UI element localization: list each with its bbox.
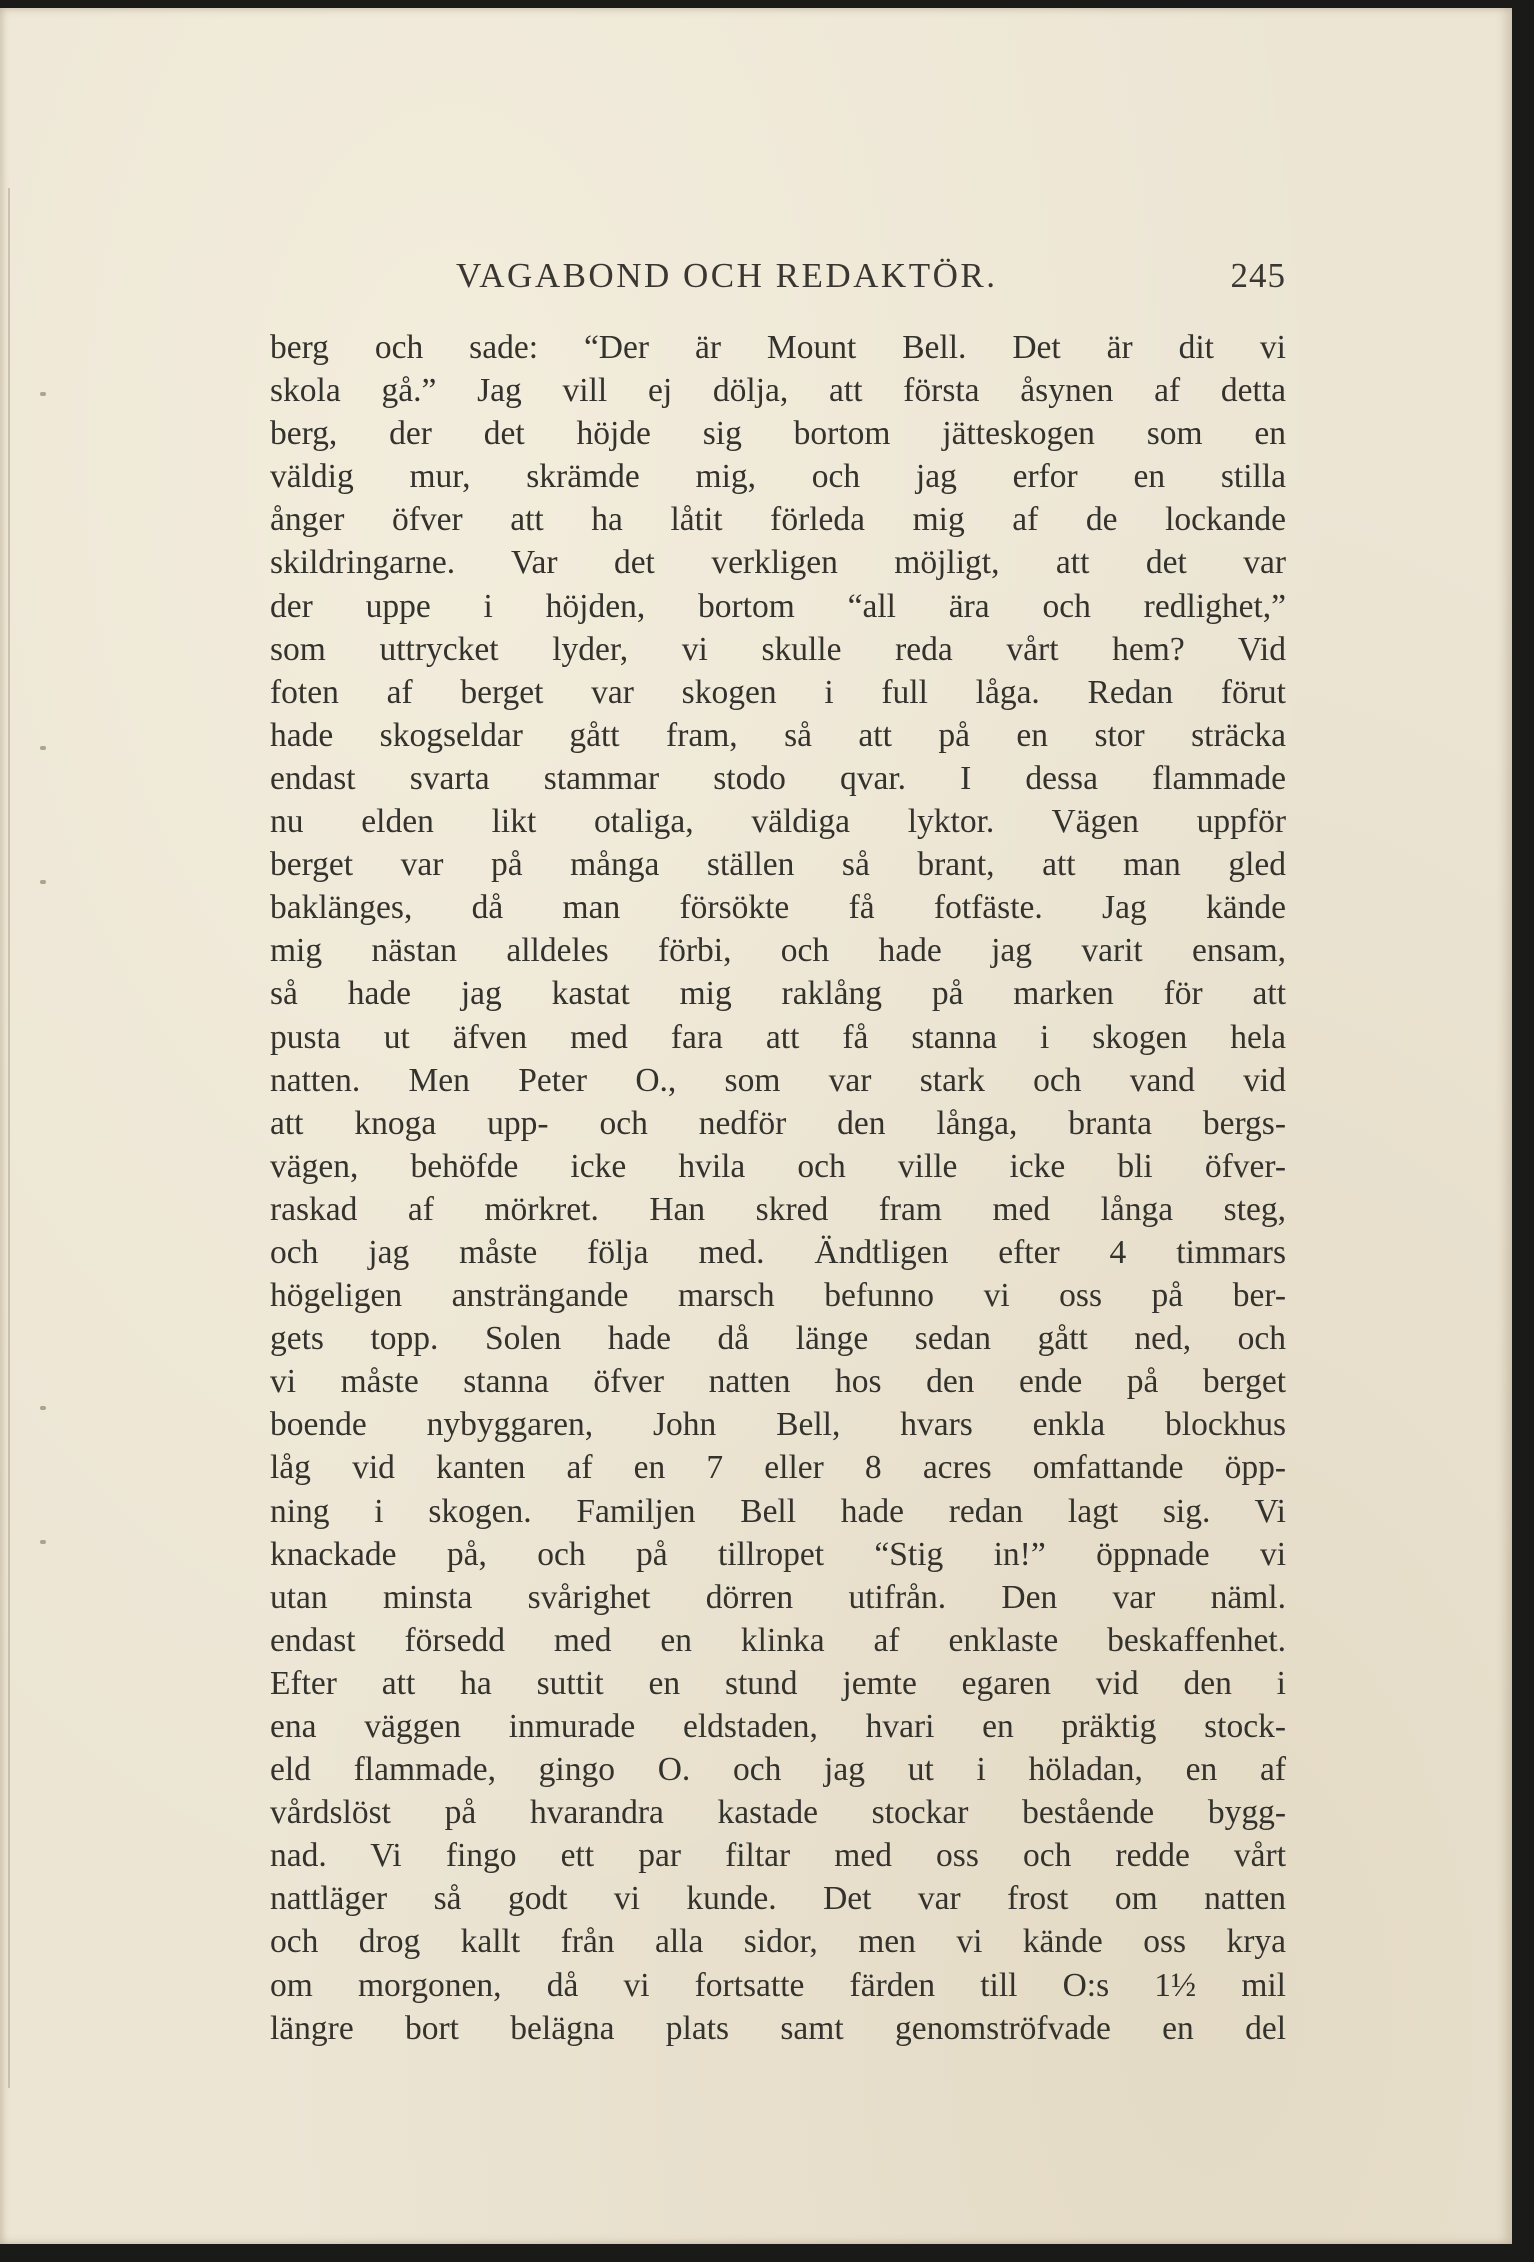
text-line: nu elden likt otaliga, väldiga lyktor. Vägen uppför <box>270 803 1286 841</box>
text-line: foten af berget var skogen i full låga. Redan förut <box>270 673 1286 711</box>
scan-edge <box>1512 0 1534 2262</box>
text-line: skola gå.” Jag vill ej dölja, att första åsynen af detta <box>270 372 1286 410</box>
text-line: hade skogseldar gått fram, så att på en stor sträcka <box>270 716 1286 754</box>
text-line: endast försedd med en klinka af enklaste beskaffenhet. <box>270 1621 1286 1659</box>
text-line: vårdslöst på hvarandra kastade stockar bestående bygg- <box>270 1794 1286 1832</box>
paper-speck <box>40 1406 46 1410</box>
text-line: som uttrycket lyder, vi skulle reda vårt hem? Vid <box>270 630 1286 668</box>
text-line: der uppe i höjden, bortom “all ära och redlighet,” <box>270 587 1286 625</box>
text-line: pusta ut äfven med fara att få stanna i skogen hela <box>270 1018 1286 1056</box>
text-line: och jag måste följa med. Ändtligen efter 4 timmars <box>270 1233 1286 1271</box>
text-line: låg vid kanten af en 7 eller 8 acres omfattande öpp- <box>270 1449 1286 1487</box>
text-line: Efter att ha suttit en stund jemte egaren vid den i <box>270 1664 1286 1702</box>
text-line: att knoga upp- och nedför den långa, branta bergs- <box>270 1104 1286 1142</box>
text-line: eld flammade, gingo O. och jag ut i höladan, en af <box>270 1751 1286 1789</box>
text-line: berg, der det höjde sig bortom jätteskogen som en <box>270 415 1286 453</box>
text-line: utan minsta svårighet dörren utifrån. Den var näml. <box>270 1578 1286 1616</box>
text-line: skildringarne. Var det verkligen möjligt, att det var <box>270 544 1286 582</box>
text-line: om morgonen, då vi fortsatte färden till O:s 1½ mil <box>270 1966 1286 2004</box>
book-page <box>0 8 1512 2244</box>
text-line: och drog kallt från alla sidor, men vi kände oss krya <box>270 1923 1286 1961</box>
text-line: längre bort belägna plats samt genomströfvade en del <box>270 2009 1286 2047</box>
text-line: ena väggen inmurade eldstaden, hvari en präktig stock- <box>270 1708 1286 1745</box>
text-line: knackade på, och på tillropet “Stig in!” öppnade vi <box>270 1535 1286 1573</box>
paper-speck <box>40 392 46 396</box>
text-line: nad. Vi fingo ett par filtar med oss och redde vårt <box>270 1837 1286 1875</box>
paper-speck <box>40 746 46 750</box>
text-line: vägen, behöfde icke hvila och ville icke bli öfver- <box>270 1147 1286 1185</box>
text-line: gets topp. Solen hade då länge sedan gått ned, och <box>270 1320 1286 1358</box>
text-line: väldig mur, skrämde mig, och jag erfor en stilla <box>270 458 1286 496</box>
text-line: baklänges, då man försökte få fotfäste. Jag kände <box>270 889 1286 927</box>
running-title: VAGABOND OCH REDAKTÖR. <box>456 256 998 295</box>
paper-speck <box>40 880 46 884</box>
text-line: natten. Men Peter O., som var stark och vand vid <box>270 1061 1286 1099</box>
text-line: raskad af mörkret. Han skred fram med långa steg, <box>270 1190 1286 1228</box>
page-gutter-shadow <box>8 188 10 2088</box>
text-line: berget var på många ställen så brant, att man gled <box>270 846 1286 884</box>
text-line: ning i skogen. Familjen Bell hade redan lagt sig. Vi <box>270 1492 1286 1530</box>
page-number: 245 <box>1230 256 1286 295</box>
body-text <box>270 326 1286 2050</box>
text-line: nattläger så godt vi kunde. Det var frost om natten <box>270 1880 1286 1918</box>
text-line: berg och sade: “Der är Mount Bell. Det är dit vi <box>270 329 1286 366</box>
page-header <box>270 256 1290 306</box>
text-line: högeligen ansträngande marsch befunno vi oss på ber- <box>270 1277 1286 1315</box>
text-line: vi måste stanna öfver natten hos den ende på berget <box>270 1363 1286 1401</box>
text-line: så hade jag kastat mig raklång på marken för att <box>270 975 1286 1013</box>
text-line: endast svarta stammar stodo qvar. I dessa flammade <box>270 759 1286 797</box>
text-line: boende nybyggaren, John Bell, hvars enkla blockhus <box>270 1406 1286 1444</box>
text-line: ånger öfver att ha låtit förleda mig af de lockande <box>270 501 1286 539</box>
paper-speck <box>40 1540 46 1544</box>
text-line: mig nästan alldeles förbi, och hade jag varit ensam, <box>270 932 1286 970</box>
